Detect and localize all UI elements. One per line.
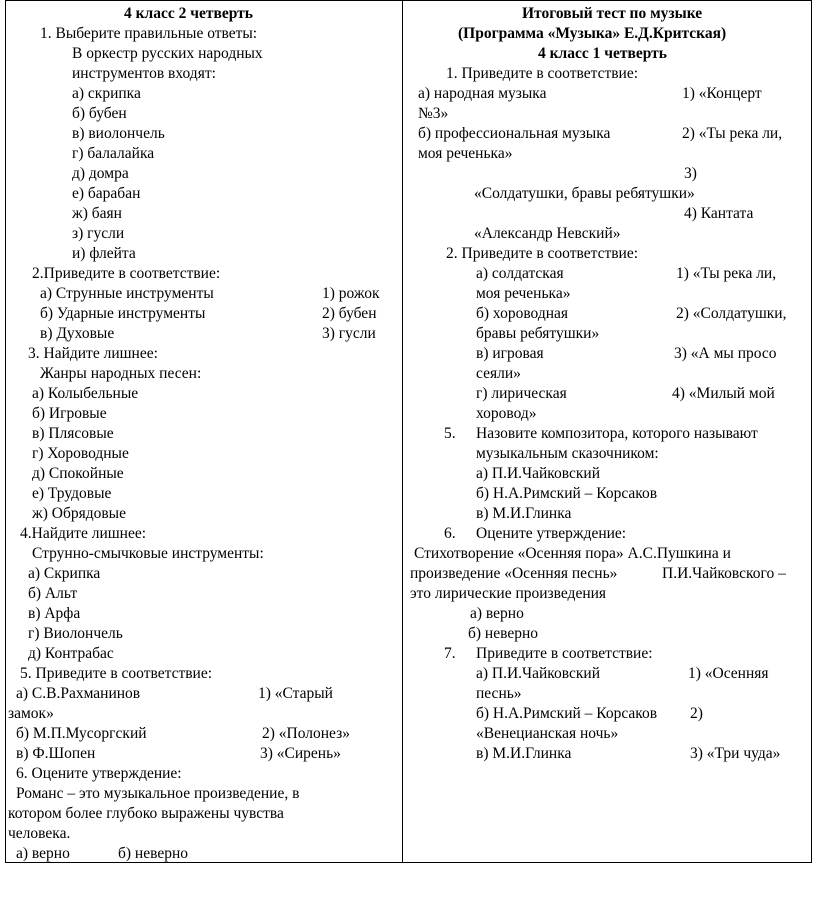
match-option: хоровод» [476,405,537,422]
answer-option: ж) баян [72,205,122,222]
match-option: 3) гусли [322,325,376,342]
answer-option: б) бубен [72,105,127,122]
question-text: Романс – это музыкальное произведение, в [16,785,300,802]
match-option: 2) [690,705,703,722]
answer-option: а) скрипка [72,85,141,102]
answer-option: б) Игровые [32,405,107,422]
answer-option: з) гусли [72,225,125,242]
answer-option: ж) Обрядовые [32,505,126,522]
match-option: 2) «Полонез» [262,725,350,742]
match-option: «Александр Невский» [474,225,621,242]
match-option: 1) рожок [322,285,380,302]
match-option: 4) «Милый мой [672,385,775,402]
question-text: В оркестр русских народных [72,45,263,62]
match-option: бравы ребятушки» [476,325,600,342]
match-option: 4) Кантата [684,205,754,222]
question-number: 5. [444,425,456,442]
match-option: 1) «Осенняя [688,665,769,682]
match-item: в) Ф.Шопен [16,745,96,762]
question-text: Струнно-смычковые инструменты: [32,545,264,562]
match-option: 2) «Солдатушки, [676,305,787,322]
column-divider [402,0,403,863]
match-option: замок» [8,705,54,722]
question-text: Жанры народных песен: [40,365,202,382]
answer-option: б) неверно [118,845,188,862]
answer-option: д) домра [72,165,129,182]
match-option: моя реченька» [476,285,571,302]
match-option: 1) «Старый [258,685,333,702]
match-option: 3) «Три чуда» [690,745,781,762]
question-text: котором более глубоко выражены чувства [8,805,284,822]
match-option: сеяли» [476,365,521,382]
answer-option: в) М.И.Глинка [476,505,572,522]
match-item: в) М.И.Глинка [476,745,572,762]
question-2: 2. Приведите в соответствие: [446,245,639,262]
answer-option: и) флейта [72,245,136,262]
answer-option: а) П.И.Чайковский [476,465,601,482]
match-item: в) Духовые [40,325,115,342]
question-6: 6. Оцените утверждение: [16,765,182,782]
question-1: 1. Приведите в соответствие: [446,65,639,82]
left-heading: 4 класс 2 четверть [124,5,253,22]
match-option: 2) «Ты река ли, [682,125,783,142]
match-item: б) М.П.Мусоргский [16,725,147,742]
match-item: в) игровая [476,345,544,362]
question-3: 3. Найдите лишнее: [28,345,158,362]
question-number: 6. [444,525,456,542]
answer-option: в) Плясовые [32,425,114,442]
answer-option: д) Спокойные [32,465,124,482]
match-item: г) лирическая [476,385,567,402]
match-option: 1) «Ты река ли, [676,265,777,282]
match-option: 3) «Сирень» [260,745,341,762]
question-number: 7. [444,645,456,662]
match-item: а) народная музыка [418,85,547,102]
answer-option: а) верно [470,605,524,622]
question-text: это лирические произведения [410,585,607,602]
question-text: П.И.Чайковского – [662,565,786,582]
question-5: 5. Приведите в соответствие: [20,665,213,682]
match-item: а) солдатская [476,265,564,282]
match-item: а) С.В.Рахманинов [16,685,141,702]
question-1: 1. Выберите правильные ответы: [40,25,258,42]
match-item: б) Ударные инструменты [40,305,206,322]
question-text: музыкальным сказочником: [476,445,659,462]
right-title: Итоговый тест по музыке [522,5,703,22]
match-item: б) хороводная [476,305,569,322]
answer-option: в) виолончель [72,125,165,142]
match-option: 3) «А мы просо [674,345,777,362]
match-item: а) Струнные инструменты [40,285,214,302]
match-option: «Венецианская ночь» [476,725,619,742]
match-item: б) Н.А.Римский – Корсаков [476,705,658,722]
answer-option: а) Скрипка [28,565,101,582]
match-item: б) профессиональная музыка [418,125,611,142]
answer-option: б) Н.А.Римский – Корсаков [476,485,658,502]
question-5: Назовите композитора, которого называют [476,425,758,442]
answer-option: г) Хороводные [32,445,129,462]
match-option: 1) «Концерт [682,85,762,102]
question-text: человека. [8,825,71,842]
match-option: 3) [684,165,697,182]
match-item: а) П.И.Чайковский [476,665,601,682]
match-option: №3» [418,105,449,122]
answer-option: г) Виолончель [28,625,123,642]
question-6: Оцените утверждение: [476,525,627,542]
answer-option: б) Альт [28,585,78,602]
question-text: инструментов входят: [72,65,216,82]
question-7: Приведите в соответствие: [476,645,653,662]
question-4: 4.Найдите лишнее: [20,525,147,542]
right-heading: 4 класс 1 четверть [538,45,667,62]
match-option: 2) бубен [322,305,377,322]
question-2: 2.Приведите в соответствие: [32,265,221,282]
match-option: песнь» [476,685,522,702]
answer-option: г) балалайка [72,145,155,162]
answer-option: в) Арфа [28,605,81,622]
question-text: Стихотворение «Осенняя пора» А.С.Пушкина и [414,545,731,562]
answer-option: е) барабан [72,185,141,202]
right-subtitle: (Программа «Музыка» Е.Д.Критская) [458,25,727,42]
answer-option: а) Колыбельные [32,385,139,402]
answer-option: е) Трудовые [32,485,112,502]
match-option: «Солдатушки, бравы ребятушки» [474,185,695,202]
answer-option: б) неверно [468,625,538,642]
match-option: моя реченька» [418,145,513,162]
question-text: произведение «Осенняя песнь» [410,565,618,582]
answer-option: а) верно [16,845,70,862]
answer-option: д) Контрабас [28,645,114,662]
